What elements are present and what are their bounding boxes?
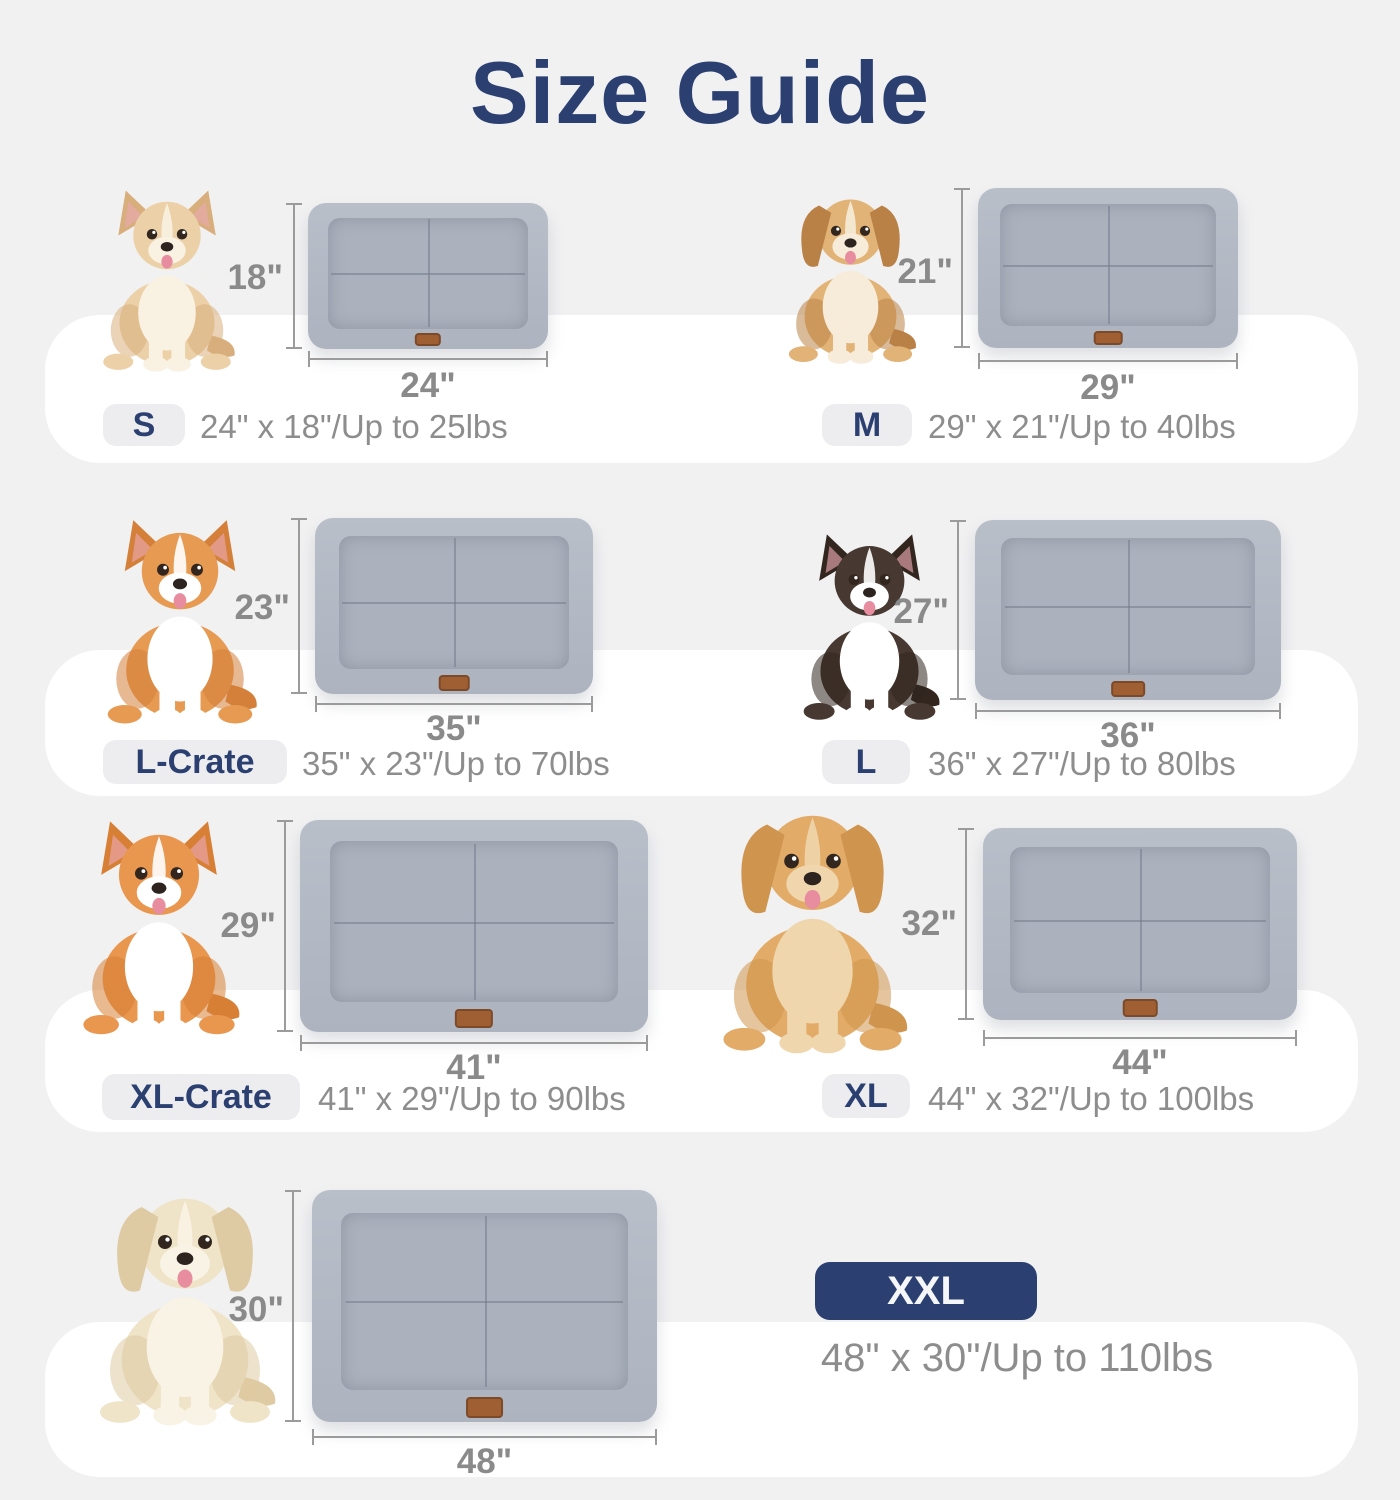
height-dimension-label: 29" (220, 906, 276, 945)
mat-seam-horizontal (334, 922, 614, 924)
width-dimension-label: 48" (456, 1442, 513, 1481)
width-dimension-line (978, 360, 1238, 362)
mat-seam-horizontal (1014, 920, 1267, 922)
size-spec-text: 29" x 21"/Up to 40lbs (928, 408, 1236, 445)
size-spec-text: 24" x 18"/Up to 25lbs (200, 408, 508, 445)
width-dimension-label: 35" (426, 709, 482, 748)
mat-quilt-panel (1000, 204, 1216, 326)
width-dimension-line (315, 703, 593, 705)
mat-quilt-panel (1010, 847, 1271, 993)
height-dimension-label: 30" (228, 1290, 284, 1329)
height-dimension-label: 18" (227, 258, 283, 297)
mat-graphic (315, 518, 593, 694)
size-spec-text: 41" x 29"/Up to 90lbs (318, 1080, 626, 1117)
width-dimension-line (312, 1436, 657, 1438)
size-spec-text: 36" x 27"/Up to 80lbs (928, 745, 1236, 782)
mat-graphic (312, 1190, 657, 1422)
page-title: Size Guide (470, 43, 930, 142)
height-dimension-line (957, 520, 959, 700)
mat-graphic (983, 828, 1297, 1020)
mat-graphic (978, 188, 1238, 348)
mat-quilt-panel (330, 841, 619, 1002)
height-dimension-label: 32" (901, 904, 957, 943)
mat-graphic (300, 820, 648, 1032)
mat-brand-tag (439, 675, 470, 691)
mat-seam-horizontal (346, 1301, 624, 1303)
width-dimension-label: 44" (1112, 1043, 1168, 1082)
mat-brand-tag (1123, 999, 1158, 1016)
mat-seam-horizontal (1003, 265, 1212, 267)
mat-quilt-panel (341, 1213, 627, 1389)
width-dimension-label: 41" (446, 1048, 502, 1087)
mat-graphic (975, 520, 1281, 700)
height-dimension-line (298, 518, 300, 694)
mat-quilt-panel (339, 536, 570, 670)
size-badge: S (103, 404, 185, 446)
size-spec-text: 35" x 23"/Up to 70lbs (302, 745, 610, 782)
mat-brand-tag (1111, 681, 1145, 697)
mat-quilt-panel (1001, 538, 1255, 675)
width-dimension-label: 29" (1080, 368, 1136, 407)
mat-quilt-panel (328, 218, 527, 329)
width-dimension-label: 36" (1100, 716, 1156, 755)
mat-brand-tag (1094, 331, 1123, 345)
height-dimension-label: 23" (234, 588, 290, 627)
mat-seam-horizontal (1005, 606, 1251, 608)
size-badge: L-Crate (103, 740, 287, 784)
mat-seam-horizontal (331, 273, 524, 275)
mat-brand-tag (455, 1009, 493, 1028)
height-dimension-line (292, 1190, 294, 1422)
mat-seam-horizontal (342, 602, 566, 604)
dog-image-labrador (85, 1142, 285, 1427)
width-dimension-line (300, 1042, 648, 1044)
width-dimension-line (975, 710, 1281, 712)
height-dimension-line (965, 828, 967, 1020)
width-dimension-label: 24" (400, 366, 456, 405)
width-dimension-line (983, 1037, 1297, 1039)
size-badge: L (822, 740, 910, 784)
mat-brand-tag (466, 1397, 504, 1418)
size-badge: M (822, 404, 912, 446)
height-dimension-line (961, 188, 963, 348)
height-dimension-line (284, 820, 286, 1032)
width-dimension-line (308, 358, 548, 360)
mat-brand-tag (415, 333, 441, 346)
mat-graphic (308, 203, 548, 349)
height-dimension-line (293, 203, 295, 349)
height-dimension-label: 21" (897, 252, 953, 291)
size-badge: XL-Crate (102, 1074, 300, 1120)
size-spec-text: 44" x 32"/Up to 100lbs (928, 1080, 1255, 1117)
height-dimension-label: 27" (893, 592, 949, 631)
size-spec-text: 48" x 30"/Up to 110lbs (820, 1336, 1214, 1380)
size-badge: XL (822, 1074, 910, 1118)
size-badge: XXL (815, 1262, 1037, 1320)
